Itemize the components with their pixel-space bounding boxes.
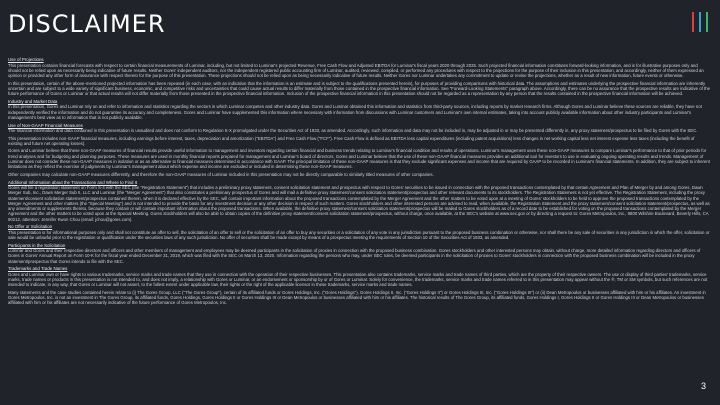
section-paragraph: Gores and Luminar own or have rights to various trademarks, service marks and trade names that they use in connection with the operation of their respective businesses. This presentation also contains trademarks, service marks and trade names of third parties, which are the property of their respective owners. The use or display of third parties' trademarks, service marks, trade names or products in this presentation is not intended to, and does not imply, a relationship with Gores or Luminar, or an endorsement or sponsorship by or of Gores or Luminar. Solely for convenience, the trademarks, service marks and trade names referred to in this presentation may appear without the ®, TM or SM symbols, but such references are not intended to indicate, in any way, that Gores or Luminar will not assert, to the fullest extent under applicable law, their rights or the right of the applicable licensor in these trademarks, service marks and trade names. — [8, 271, 708, 288]
section-heading: Participants in the Solicitation — [8, 242, 66, 248]
section-paragraph: Gores and Luminar believe that these non-GAAP measures of financial results provide useful information to management and investors regarding certain financial and business trends relating to Luminar's financial condition and results of operations. Luminar's management uses these non-GAAP measures to compare Luminar's performance to that of prior periods for trend analyses and for budgeting and planning purposes. These measures are used in monthly financial reports prepared for management and Luminar's board of directors. Gores and Luminar believe that the use of these non-GAAP financial measures provides an additional tool for investors to use in evaluating ongoing operating results and trends. Management of Luminar does not consider these non-GAAP measures in isolation or as an alternative to financial measures determined in accordance with GAAP. The principal limitation of these non-GAAP measures is that they exclude significant expenses and income that are required by GAAP to be recorded in Luminar's financial statements. In addition, they are subject to inherent limitations as they reflect the exercise of judgments by Luminar's management about which expense and income are excluded or included in determining these non-GAAP measures. — [8, 148, 710, 170]
page-number: 3 — [700, 381, 706, 391]
section-heading: Additional Information about the Transactions and Where to Find It — [8, 179, 138, 185]
section-paragraph: Luminar and Gores and their respective directors and officers and other members of management and employees may be deemed participants in the solicitation of proxies in connection with the proposed business combination. Gores stockholders and other interested persons may obtain, without charge, more detailed information regarding directors and officers of Gores in Gores' Annual Report on Form 10-K for the fiscal year ended December 31, 2019, which was filed with the SEC on March 13, 2020. Information regarding the persons who may, under SEC rules, be deemed participants in the solicitation of proxies to Gores' stockholders in connection with the proposed business combination will be included in the proxy statement/prospectus that Gores intends to file with the SEC. — [8, 248, 701, 264]
section-paragraph: This presentation contains financial forecasts with respect to certain financial measurements of Luminar, including, but not limited to Luminar's projected Revenue, Free Cash Flow and Adjusted EBITDA for Luminar's fiscal years 2020 through 2025. Such projected financial information constitutes forward-looking information, and is for illustrative purposes only and should not be relied upon as necessarily being indicative of future results. Neither Gores' independent auditors, nor the independent registered public accounting firm of Luminar, audited, reviewed, compiled, or performed any procedures with respect to the projections for the purpose of their inclusion in this presentation, and accordingly, neither of them expressed an opinion or provided any other form of assurance with respect thereto for the purpose of this presentation. These projections should not be relied upon as being necessarily indicative of future results. Neither Gores nor Luminar undertakes any commitment to update or revise the projections, whether as a result of new information, future events or otherwise. — [8, 62, 704, 79]
disclaimer-body — [8, 56, 710, 308]
section-heading: Trademarks and Trade Names — [8, 266, 68, 272]
section-paragraph: This presentation includes non-GAAP financial measures, including earnings before interest, taxes, depreciation and amortization ("EBITDA") and Free Cash Flow ("FCF"). Free Cash Flow is defined as EBITDA less capital expenditures (including patent acquisitions) less changes in net working capital less net interest expense less taxes (including the benefit of existing and future net operating losses). — [8, 135, 695, 146]
section-paragraph: This presentation is for informational purposes only and shall not constitute an offer to sell, the solicitation of an offer to sell or the solicitation of an offer to buy any securities or a solicitation of any vote in any jurisdiction pursuant to the proposed business combination or otherwise, nor shall there be any sale of securities in any jurisdiction in which the offer, solicitation or sale would be unlawful prior to the registration or qualification under the securities laws of any such jurisdiction. No offer of securities shall be made except by means of a prospectus meeting the requirements of Section 10 of the Securities Act of 1933, as amended. — [8, 229, 710, 241]
section-paragraph: Other companies may calculate non-GAAP measures differently, and therefore the non-GAAP measures of Luminar included in this presentation may not be directly comparable to similarly titled measures of other companies. — [8, 171, 434, 177]
section-heading: Use of Non-GAAP Financial Measures — [8, 122, 83, 128]
section-heading: Use of Projections — [8, 57, 44, 63]
section-heading: No Offer or Solicitation — [8, 224, 53, 230]
section-paragraph: The financial information and data contained in this presentation is unaudited and does not conform to Regulation S-X promulgated under the Securities Act of 1933, as amended. Accordingly, such information and data may not be included in, may be adjusted in or may be presented differently in, any proxy statement/prospectus to be filed by Gores with the SEC. — [8, 127, 698, 133]
section-paragraph: Many statements and the case studies contained herein relate to (i) The Gores Group, LLC ("The Gores Group"), certain of its affiliated funds or Gores Holdings, Inc. ("Gores Holdings"), Gores Holdings II, Inc. ("Gores Holdings II") or Gores Holdings III, Inc. ("Gores Holdings III") or (ii) Dean Metropoulos or businesses affiliated with him or his affiliates. An investment in Gores Metropoulos, Inc. is not an investment in The Gores Group, its affiliated funds, Gores Holdings, Gores Holdings II or Gores Holdings III or Dean Metropoulos or businesses affiliated with him or his affiliates. The historical results of The Gores Group, its affiliated funds, Gores Holdings I, Gores Holdings II or Gores Holdings III or Dean Metropoulos or businesses affiliated with him or his affiliates are not necessarily indicative of the future performance of Gores Metropoulos, Inc. — [8, 289, 706, 306]
section-heading: Industry and Market Data — [8, 98, 58, 104]
accent-bar-blue — [699, 12, 701, 32]
page-title: DISCLAIMER — [8, 10, 166, 38]
section-paragraph: In this presentation, Gores and Luminar rely on and refer to information and statistics regarding the sectors in which Luminar competes and other industry data. Gores and Luminar obtained this information and statistics from third-party sources, including reports by market research firms. Although Gores and Luminar believe these sources are reliable, they have not independently verified the information and do not guarantee its accuracy and completeness. Gores and Luminar have supplemented this information where necessary with information from discussions with Luminar customers and Luminar's own internal estimates, taking into account publicly available information about other industry participants and Luminar's management's best view as to information that is not publicly available. — [8, 104, 702, 120]
brand-accent-bars — [692, 12, 708, 32]
section-paragraph: In this presentation, certain of the above-mentioned projected information has been repeated (in each case, with an indication that the information is an estimate and is subject to the qualifications presented herein), for purposes of providing comparisons with historical data. The assumptions and estimates underlying the prospective financial information are inherently uncertain and are subject to a wide variety of significant business, economic, and competitive risks and uncertainties that could cause actual results to differ materially from those contained in the prospective financial information. See "Forward-Looking Statements" paragraph above. Accordingly, there can be no assurance that the prospective results are indicative of the future performance of Gores or Luminar or that actual results will not differ materially from those presented in the prospective financial information. Inclusion of the prospective financial information in this presentation should not be regarded as a representation by any person that the results contained in the prospective financial information will be achieved. — [8, 80, 710, 97]
accent-bar-red — [692, 12, 694, 32]
section-paragraph: Gores will file a registration statement on Form S-4 with the SEC (the "Registration Statement") that includes a preliminary proxy statement, consent solicitation statement and prospectus with respect to Gores' securities to be issued in connection with the proposed transactions contemplated by that certain Agreement and Plan of Merger by and among Gores, Dawn Merger Sub, Inc., Dawn Merger Sub II, LLC and Luminar (the "Merger Agreement") that also constitutes a preliminary prospectus of Gores and will mail a definitive proxy statement/consent solicitation statement/prospectus and other relevant documents to its stockholders. The Registration Statement is not yet effective. The Registration Statement, including the proxy statement/consent solicitation statement/prospectus contained therein, when it is declared effective by the SEC, will contain important information about the proposed transactions contemplated by the Merger Agreement and the other matters to be voted upon at a meeting of Gores' stockholders to be held to approve the proposed transactions contemplated by the Merger Agreement and other matters (the "Special Meeting") and is not intended to provide the basis for any investment decision or any other decision in respect of such matters. Gores stockholders and other interested persons are advised to read, when available, the Registration Statement and the proxy statement/consent solicitation statement/prospectus, as well as any amendments or supplements thereto, because they contain or will contain important information about the proposed transactions. When available, the definitive proxy statement/consent solicitation statement/prospectus will be mailed to Gores stockholders as of a record date to be established for voting on the proposed transactions contemplated by the Merger Agreement and the other matters to be voted upon at the Special Meeting. Gores stockholders will also be able to obtain copies of the definitive proxy statement/consent solicitation statement/prospectus, without charge, once available, at the SEC's website at www.sec.gov or by directing a request to: Gores Metropoulos, Inc., 9800 Wilshire Boulevard, Beverly Hills, CA 90212, attention: Jennifer Kwon Chou (email: jchou@gores.com). — [8, 184, 710, 222]
accent-bar-green — [706, 12, 708, 32]
